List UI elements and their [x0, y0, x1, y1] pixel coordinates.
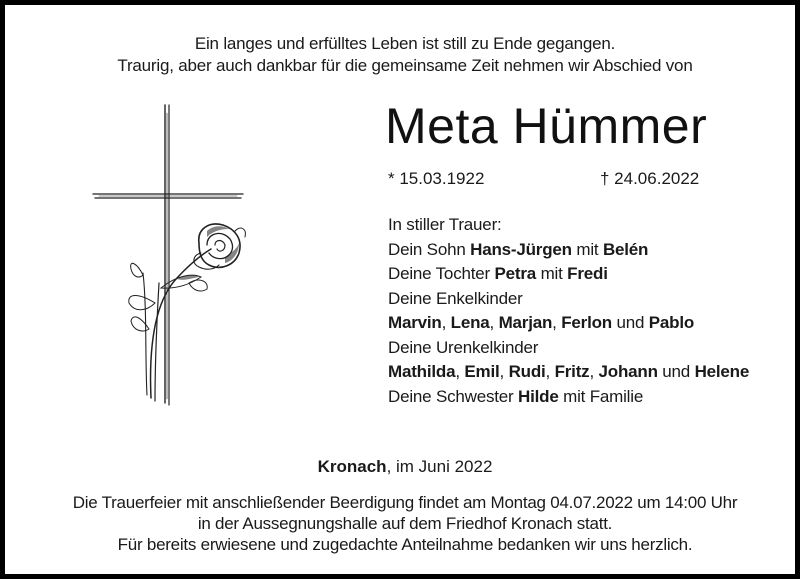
mourner-name: Lena	[450, 313, 490, 332]
mourner-relation: ,	[552, 313, 562, 332]
death-date: † 24.06.2022	[600, 169, 700, 188]
mourner-line	[388, 336, 749, 361]
deceased-name: Meta Hümmer	[385, 98, 708, 154]
place-date: , im Juni 2022	[386, 457, 493, 476]
mourner-relation: ,	[489, 313, 499, 332]
mourner-relation: und	[611, 313, 649, 332]
mourner-relation: und	[657, 362, 695, 381]
mourner-line	[388, 238, 749, 263]
mourner-relation: Deine Enkelkinder	[388, 288, 523, 308]
mourner-name: Hans-Jürgen	[470, 239, 572, 259]
mourner-name: Fritz	[554, 362, 590, 381]
mourner-relation: ,	[589, 362, 599, 381]
intro-line-2: Traurig, aber auch dankbar für die gemeinsame Zeit nehmen wir Abschied von	[117, 56, 693, 75]
place-and-date	[5, 457, 800, 477]
mourner-name: Emil	[464, 362, 500, 381]
place-city: Kronach	[317, 457, 387, 476]
cross-with-rose-icon	[89, 103, 269, 413]
mourner-name: Ferlon	[561, 313, 612, 332]
mourner-name: Mathilda	[388, 362, 456, 381]
mourner-lines	[388, 238, 749, 410]
mourner-name: Belén	[602, 239, 649, 259]
mourner-line	[388, 287, 749, 312]
mourner-relation: ,	[545, 362, 555, 381]
mourner-relation: Deine Tochter	[388, 264, 495, 283]
mourner-name: Hilde	[518, 386, 559, 406]
mourner-relation: Deine Urenkelkinder	[388, 337, 539, 357]
mourner-relation: ,	[499, 362, 509, 381]
mourner-name: Marjan	[498, 313, 553, 332]
mourner-relation: mit	[536, 264, 568, 283]
mourners-list	[388, 213, 749, 409]
birth-date: * 15.03.1922	[388, 169, 485, 188]
mourner-relation: Deine Schwester	[388, 386, 519, 406]
mourner-line	[388, 311, 749, 336]
mourner-relation: Dein Sohn	[388, 239, 471, 259]
mourner-line	[388, 262, 749, 287]
funeral-notice-line-3: Für bereits erwiesene und zugedachte Anteilnahme bedanken wir uns herzlich.	[117, 535, 693, 554]
mourner-line	[388, 385, 749, 410]
funeral-notice-line-1: Die Trauerfeier mit anschließender Beerdigung findet am Montag 04.07.2022 um 14:00 Uhr	[72, 493, 738, 512]
mourner-name: Petra	[494, 264, 537, 283]
mourner-name: Marvin	[388, 313, 442, 332]
mourner-relation: mit	[571, 239, 603, 259]
mourner-relation: mit Familie	[558, 386, 644, 406]
mourner-relation: ,	[441, 313, 451, 332]
funeral-notice-line-2: in der Aussegnungshalle auf dem Friedhof Kronach statt.	[197, 514, 613, 533]
mourner-name: Rudi	[508, 362, 546, 381]
mourners-heading: In stiller Trauer:	[388, 215, 502, 234]
mourner-name: Johann	[598, 362, 658, 381]
mourner-line	[388, 360, 749, 385]
mourner-name: Helene	[694, 362, 750, 381]
intro-text	[5, 33, 800, 77]
intro-line-1: Ein langes und erfülltes Leben ist still zu Ende gegangen.	[194, 34, 616, 53]
mourner-name: Fredi	[567, 264, 608, 283]
mourner-name: Pablo	[648, 313, 695, 332]
funeral-notice	[5, 492, 800, 555]
mourner-relation: ,	[455, 362, 465, 381]
